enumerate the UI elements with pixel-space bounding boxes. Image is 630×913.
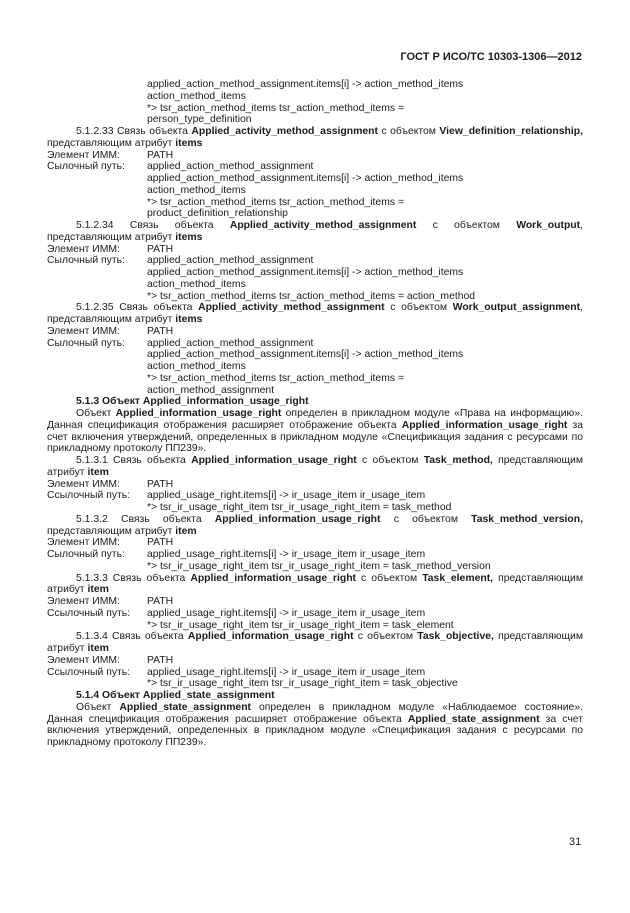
section-heading: 5.1.3.2 Связь объекта Applied_information_usage_right с объектом Task_method_version, представляющим атрибут item bbox=[47, 513, 583, 537]
section-title: 5.1.4 Объект Applied_state_assignment bbox=[76, 690, 275, 701]
section-5-1-3-4 bbox=[47, 631, 583, 690]
aim-label: Элемент ИММ: bbox=[47, 596, 120, 607]
section-heading: 5.1.2.33 Связь объекта Applied_activity_method_assignment с объектом View_definition_relationship, представляющим атрибут items bbox=[47, 126, 583, 149]
section-heading: 5.1.2.34 Связь объекта Applied_activity_method_assignment с объектом Work_output, представляющим атрибут items bbox=[47, 220, 583, 243]
aim-value: PATH bbox=[147, 537, 174, 549]
ref-line: *> tsr_action_method_items tsr_action_method_items = action_method bbox=[147, 290, 476, 302]
ref-line: applied_action_method_assignment.items[i] -> action_method_items bbox=[147, 173, 464, 184]
aim-label: Элемент ИММ: bbox=[47, 537, 120, 549]
ref-line: action_method_items bbox=[147, 90, 246, 102]
ref-line: person_type_definition bbox=[147, 114, 252, 126]
ref-label: Сылочный путь: bbox=[47, 161, 125, 173]
ref-label: Ссылочный путь: bbox=[47, 666, 131, 678]
section-5-1-3 bbox=[47, 396, 583, 455]
reference-path-row bbox=[47, 608, 583, 620]
ref-line: applied_usage_right.items[i] -> ir_usage_item ir_usage_item bbox=[147, 490, 426, 502]
aim-element-row bbox=[47, 150, 583, 162]
aim-value: PATH bbox=[147, 478, 174, 490]
section-5-1-4 bbox=[47, 690, 583, 749]
ref-line: action_method_items bbox=[147, 278, 246, 290]
section-paragraph: Объект Applied_state_assignment определен в прикладном модуле «Наблюдаемое состояние». Данная спецификация отображения расширяет отображение объекта Applied_state_assignment за счет включения утверждений, определенных в прикладном модуле «Спецификация задания с ресурсами по прикладному протоколу ПП239». bbox=[47, 701, 583, 748]
reference-path-row bbox=[47, 161, 583, 173]
aim-element-row bbox=[47, 244, 583, 256]
section-5-1-3-3 bbox=[47, 573, 583, 632]
page-content bbox=[47, 79, 583, 749]
page-header: ГОСТ Р ИСО/ТС 10303-1306—2012 bbox=[400, 51, 582, 63]
aim-element-row bbox=[47, 326, 583, 338]
reference-path-row bbox=[47, 667, 583, 679]
section-heading: 5.1.3.3 Связь объекта Applied_information_usage_right с объектом Task_element, представляющим атрибут item bbox=[47, 572, 583, 596]
aim-value: PATH bbox=[147, 149, 174, 161]
aim-label: Элемент ИММ: bbox=[47, 325, 120, 337]
aim-element-row bbox=[47, 537, 583, 549]
reference-path-row bbox=[47, 549, 583, 561]
aim-element-row bbox=[47, 655, 583, 667]
ref-line: *> tsr_action_method_items tsr_action_method_items = bbox=[147, 102, 405, 114]
section-5-1-2-35 bbox=[47, 302, 583, 396]
ref-line: action_method_assignment bbox=[147, 384, 275, 396]
section-5-1-2-34 bbox=[47, 220, 583, 302]
ref-line: *> tsr_ir_usage_right_item tsr_ir_usage_right_item = task_method_version bbox=[147, 560, 491, 572]
reference-path-row bbox=[47, 338, 583, 350]
ref-line: *> tsr_ir_usage_right_item tsr_ir_usage_right_item = task_method bbox=[147, 502, 452, 513]
aim-value: PATH bbox=[147, 596, 174, 607]
ref-label: Сылочный путь: bbox=[47, 549, 125, 560]
reference-path-row bbox=[47, 490, 583, 502]
ref-label: Сылочный путь: bbox=[47, 255, 125, 267]
ref-line: *> tsr_action_method_items tsr_action_method_items = bbox=[147, 372, 405, 384]
section-5-1-3-1 bbox=[47, 455, 583, 514]
aim-value: PATH bbox=[147, 243, 174, 255]
section-paragraph: Объект Applied_information_usage_right определен в прикладном модуле «Права на информацию». Данная спецификация отображения расширяет отображение объекта Applied_information_usage_right за счет включения утверждений, определенных в прикладном модуле «Спецификация задания с ресурсами по прикладному протоколу ПП239». bbox=[47, 408, 584, 455]
ref-label: Ссылочный путь: bbox=[47, 607, 131, 619]
ref-line: applied_action_method_assignment.items[i] -> action_method_items bbox=[147, 267, 464, 278]
aim-label: Элемент ИММ: bbox=[47, 654, 120, 666]
ref-line: action_method_items bbox=[147, 361, 246, 372]
continued-reference-path bbox=[47, 79, 583, 126]
ref-line: *> tsr_ir_usage_right_item tsr_ir_usage_right_item = task_element bbox=[147, 619, 454, 631]
ref-line: applied_action_method_assignment.items[i] -> action_method_items bbox=[147, 349, 464, 361]
aim-element-row bbox=[47, 479, 583, 491]
ref-line: applied_action_method_assignment bbox=[147, 255, 314, 267]
ref-line: applied_usage_right.items[i] -> ir_usage_item ir_usage_item bbox=[147, 666, 426, 678]
section-heading: 5.1.3.1 Связь объекта Applied_information_usage_right с объектом Task_method, представляющим атрибут item bbox=[47, 455, 583, 478]
section-5-1-2-33 bbox=[47, 126, 583, 220]
ref-line: applied_action_method_assignment.items[i] -> action_method_items bbox=[147, 79, 464, 90]
reference-path-row bbox=[47, 255, 583, 267]
ref-line: applied_usage_right.items[i] -> ir_usage_item ir_usage_item bbox=[147, 607, 426, 619]
aim-value: PATH bbox=[147, 654, 174, 666]
section-5-1-3-2 bbox=[47, 514, 583, 573]
ref-line: *> tsr_ir_usage_right_item tsr_ir_usage_right_item = task_objective bbox=[147, 678, 458, 690]
ref-line: applied_action_method_assignment bbox=[147, 337, 314, 349]
ref-line: product_definition_relationship bbox=[147, 208, 288, 220]
ref-line: applied_usage_right.items[i] -> ir_usage_item ir_usage_item bbox=[147, 549, 426, 560]
ref-label: Ссылочный путь: bbox=[47, 490, 131, 502]
aim-element-row bbox=[47, 596, 583, 608]
section-title: 5.1.3 Объект Applied_information_usage_right bbox=[76, 396, 309, 408]
page-number: 31 bbox=[569, 836, 582, 848]
ref-line: applied_action_method_assignment bbox=[147, 161, 314, 173]
aim-label: Элемент ИММ: bbox=[47, 243, 120, 255]
ref-label: Сылочный путь: bbox=[47, 337, 125, 349]
aim-value: PATH bbox=[147, 325, 174, 337]
section-heading: 5.1.3.4 Связь объекта Applied_information_usage_right с объектом Task_objective, представляющим атрибут item bbox=[47, 631, 583, 654]
ref-line: *> tsr_action_method_items tsr_action_method_items = bbox=[147, 196, 405, 208]
ref-line: action_method_items bbox=[147, 184, 246, 196]
section-heading: 5.1.2.35 Связь объекта Applied_activity_method_assignment с объектом Work_output_assignment, представляющим атрибут items bbox=[47, 302, 583, 325]
aim-label: Элемент ИММ: bbox=[47, 478, 120, 490]
aim-label: Элемент ИММ: bbox=[47, 149, 120, 161]
